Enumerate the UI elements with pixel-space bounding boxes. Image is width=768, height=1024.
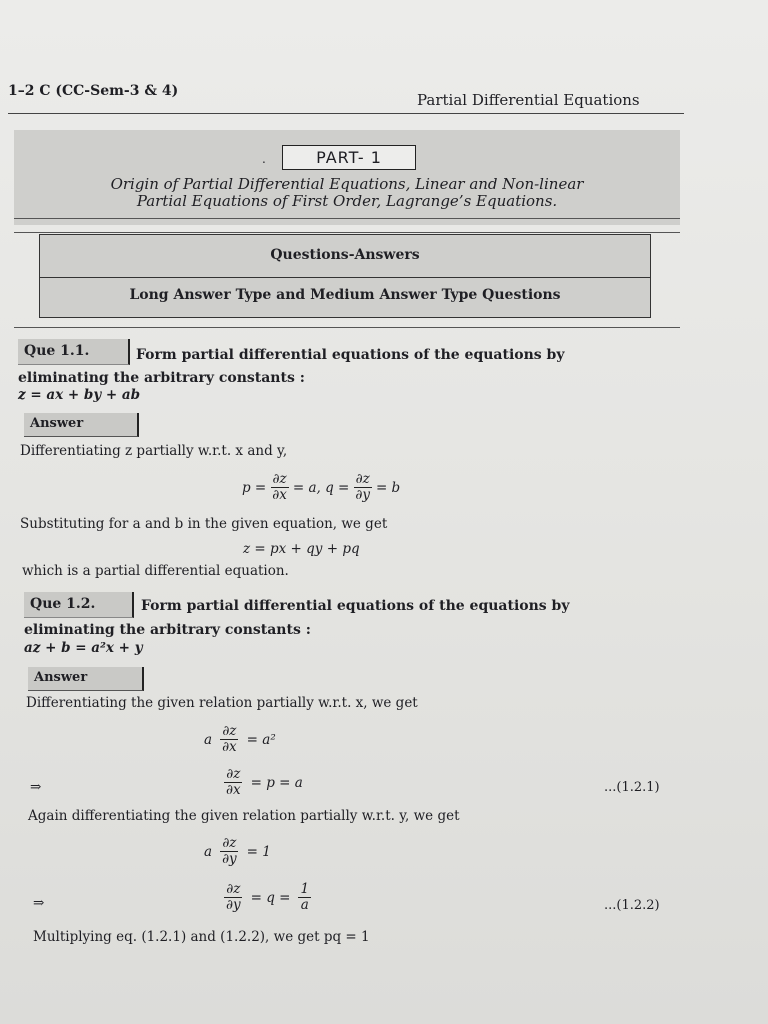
fraction-num: ∂z: [222, 723, 237, 739]
equation-a-dzdy: [204, 836, 271, 867]
fraction: [220, 724, 239, 755]
qa-rule-top: [14, 232, 680, 233]
eq-term: a: [204, 843, 213, 860]
answer-label: Answer: [28, 667, 144, 691]
running-header-right: Partial Differential Equations: [417, 91, 640, 109]
eq-term: = b: [375, 479, 401, 496]
question-tag: Que 1.2.: [24, 592, 134, 618]
question-equation: z = ax + by + ab: [18, 387, 141, 403]
question-tag: Que 1.1.: [18, 339, 130, 365]
part-subtitle-line2: Partial Equations of First Order, Lagrange’s Equations.: [136, 192, 558, 210]
fraction-num: ∂z: [226, 766, 241, 782]
qa-subtitle: Long Answer Type and Medium Answer Type Questions: [129, 287, 561, 303]
part-subtitle: [14, 176, 680, 210]
fraction-num: 1: [300, 881, 310, 897]
equation-p: [224, 767, 303, 798]
fraction-den: ∂x: [272, 487, 287, 503]
fraction: [220, 836, 239, 867]
equation-label: ...(1.2.1): [604, 780, 660, 795]
part-title: PART- 1: [282, 145, 416, 170]
equation-label: ...(1.2.2): [604, 898, 660, 913]
eq-term: = q =: [250, 889, 291, 906]
question-text: eliminating the arbitrary constants :: [24, 622, 311, 638]
fraction-den: ∂y: [226, 897, 241, 913]
fraction: [353, 472, 372, 503]
fraction: [224, 882, 243, 913]
eq-term: = a, q =: [292, 479, 350, 496]
fraction: [224, 767, 243, 798]
implies-arrow: ⇒: [30, 779, 42, 795]
eq-term: = a²: [246, 731, 276, 748]
running-header-left: 1–2 C (CC-Sem-3 & 4): [8, 83, 179, 99]
part-subtitle-line1: Origin of Partial Differential Equations, Linear and Non-linear: [110, 175, 584, 193]
answer-text: which is a partial differential equation.: [22, 563, 289, 579]
eq-term: a: [204, 731, 213, 748]
fraction-den: ∂x: [226, 782, 241, 798]
fraction-num: ∂z: [355, 471, 370, 487]
qa-divider: [40, 277, 650, 278]
fraction: [270, 472, 289, 503]
implies-arrow: ⇒: [33, 895, 45, 911]
equation-q: [224, 882, 311, 913]
qa-rule-bottom: [14, 327, 680, 328]
equation-p-q: [242, 472, 400, 503]
eq-term: p =: [242, 479, 267, 496]
fraction-den: ∂y: [355, 487, 370, 503]
question-text: eliminating the arbitrary constants :: [18, 370, 305, 386]
fraction-num: ∂z: [272, 471, 287, 487]
answer-text: Differentiating z partially w.r.t. x and y,: [20, 443, 288, 459]
part-dot: .: [262, 152, 266, 166]
qa-title: Questions-Answers: [270, 247, 420, 263]
question-text: Form partial differential equations of the equations by: [136, 347, 565, 363]
equation: z = px + qy + pq: [243, 541, 360, 557]
fraction-den: ∂x: [222, 739, 237, 755]
header-rule: [8, 113, 684, 114]
question-text: Form partial differential equations of the equations by: [141, 598, 570, 614]
fraction-num: ∂z: [222, 835, 237, 851]
fraction-den: ∂y: [222, 851, 237, 867]
answer-text: Differentiating the given relation partially w.r.t. x, we get: [26, 695, 418, 711]
answer-label: Answer: [24, 413, 139, 437]
answer-text: Again differentiating the given relation partially w.r.t. y, we get: [28, 808, 460, 824]
answer-text: Substituting for a and b in the given equation, we get: [20, 516, 388, 532]
fraction-num: ∂z: [226, 881, 241, 897]
equation-a-dzdx: [204, 724, 276, 755]
fraction-den: a: [300, 897, 309, 913]
eq-term: = 1: [246, 843, 271, 860]
part-rule: [14, 218, 680, 219]
eq-term: = p = a: [250, 774, 303, 791]
answer-text: Multiplying eq. (1.2.1) and (1.2.2), we get pq = 1: [33, 929, 370, 945]
fraction: [298, 882, 311, 913]
question-equation: az + b = a²x + y: [24, 640, 143, 656]
